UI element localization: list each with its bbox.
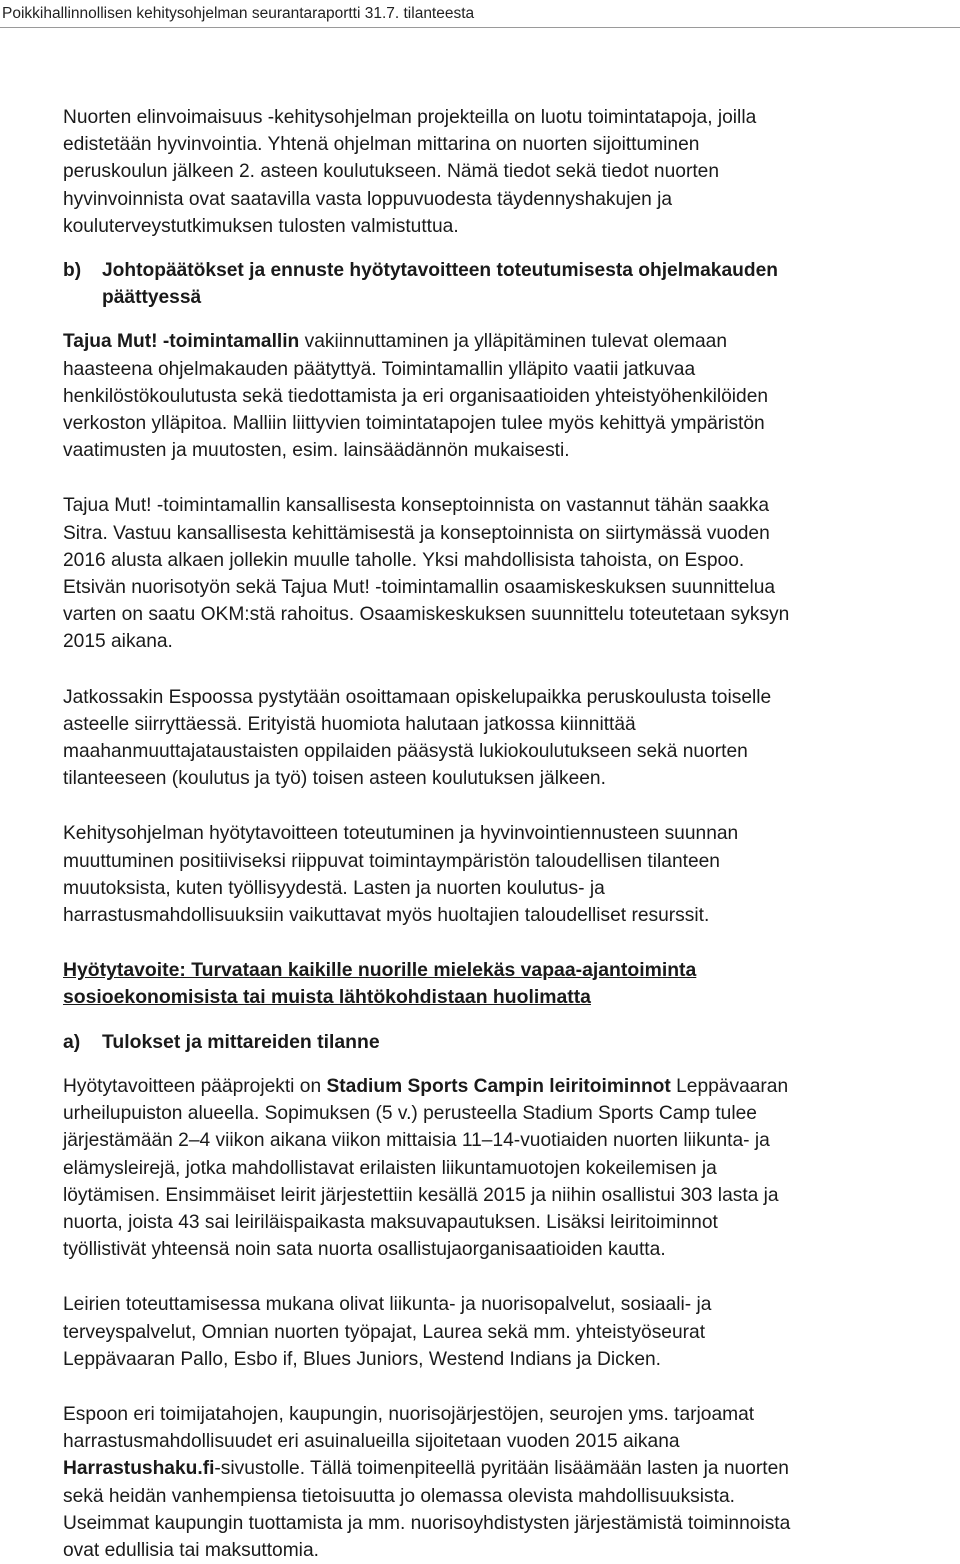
text-line: Jatkossakin Espoossa pystytään osoittamaan opiskelupaikka peruskoulusta toiselle — [63, 686, 772, 708]
paragraph-stadium-camp — [63, 1073, 953, 1263]
text-line: urheilupuiston alueella. Sopimuksen (5 v.) perusteella Stadium Sports Camp tulee — [63, 1103, 757, 1125]
heading-line: Hyötytavoite: Turvataan kaikille nuorille mielekäs vapaa-ajantoiminta — [63, 959, 697, 982]
section-heading-a — [63, 1029, 953, 1056]
text-line: asteelle siirryttäessä. Erityistä huomiota halutaan jatkossa kiinnittää — [63, 713, 636, 735]
text-line: peruskoulun jälkeen 2. asteen koulutukseen. Nämä tiedot sekä tiedot nuorten — [63, 161, 720, 183]
text-fragment: Hyötytavoitteen pääprojekti on — [63, 1075, 327, 1097]
bold-term: Tajua Mut! -toimintamallin — [63, 331, 300, 353]
paragraph-sitra — [63, 492, 953, 655]
text-line: Tajua Mut! -toimintamallin kansallisesta konseptoinnista on vastannut tähän saakka — [63, 495, 770, 517]
header-title: Poikkihallinnollisen kehitysohjelman seurantaraportti 31.7. tilanteesta — [2, 5, 475, 22]
document-body — [63, 104, 953, 1564]
text-line: harrastusmahdollisuuksiin vaikuttavat myös huoltajien taloudelliset resurssit. — [63, 905, 710, 927]
benefit-goal-heading — [63, 957, 953, 1011]
text-line: haasteena ohjelmakauden päätyttyä. Toimintamallin ylläpito vaatii jatkuvaa — [63, 358, 696, 380]
text-line: järjestämään 2–4 viikon aikana viikon mittaisia 11–14-vuotiaiden nuorten liikunta- ja — [63, 1130, 770, 1152]
heading-text-cont: päättyessä — [102, 287, 202, 309]
text-line: muuttuminen positiiviseksi riippuvat toimintaympäristön taloudellisen tilanteen — [63, 850, 720, 872]
text-line: löytämisen. Ensimmäiset leirit järjestettiin kesällä 2015 ja niihin osallistui 303 lasta ja — [63, 1184, 779, 1206]
text-line: henkilöstökoulutusta sekä tiedottamista ja eri organisaatioiden yhteistyöhenkilöiden — [63, 385, 769, 407]
text-line: muutoksista, kuten työllisyydestä. Lasten ja nuorten koulutus- ja — [63, 877, 605, 899]
text-line: edistetään hyvinvointia. Yhtenä ohjelman mittarina on nuorten sijoittuminen — [63, 134, 700, 156]
text-line: 2015 aikana. — [63, 631, 173, 653]
text-line: Useimmat kaupungin tuottamista ja mm. nuorisoyhdistysten järjestämistä toiminnoista — [63, 1512, 791, 1534]
paragraph-partners — [63, 1291, 953, 1373]
text-line: hyvinvoinnista ovat saatavilla vasta loppuvuodesta täydennyshakujen ja — [63, 188, 673, 210]
text-line: harrastusmahdollisuudet eri asuinalueilla sijoitetaan vuoden 2015 aikana — [63, 1431, 680, 1453]
heading-text: Johtopäätökset ja ennuste hyötytavoitteen toteutumisesta ohjelmakauden — [102, 260, 778, 282]
text-line: tilanteeseen (koulutus ja työ) toisen asteen koulutuksen jälkeen. — [63, 768, 606, 790]
text-line: Kehitysohjelman hyötytavoitteen toteutuminen ja hyvinvointiennusteen suunnan — [63, 823, 739, 845]
text-fragment: -sivustolle. Tällä toimenpiteellä pyritään lisäämään lasten ja nuorten — [214, 1458, 789, 1480]
text-line: ovat edullisia tai maksuttomia. — [63, 1539, 319, 1561]
text-line: Nuorten elinvoimaisuus -kehitysohjelman projekteilla on luotu toimintatapoja, joilla — [63, 107, 757, 128]
text-line: verkoston ylläpitoa. Malliin liittyvien toimintatapojen tulee myös kehittyä ympäristön — [63, 413, 765, 435]
text-line: varten on saatu OKM:stä rahoitus. Osaamiskeskuksen suunnittelu toteutetaan syksyn — [63, 604, 790, 626]
text-fragment: vakiinnuttaminen ja ylläpitäminen tulevat olemaan — [299, 331, 727, 353]
text-line: maahanmuuttajataustaisten oppilaiden pääsystä lukiokoulutukseen sekä nuorten — [63, 741, 748, 763]
text-line: Leppävaaran Pallo, Esbo if, Blues Juniors, Westend Indians ja Dicken. — [63, 1348, 661, 1370]
text-line: Sitra. Vastuu kansallisesta kehittämisestä ja konseptoinnista on siirtymässä vuoden — [63, 522, 770, 544]
bold-term: Harrastushaku.fi — [63, 1458, 215, 1480]
text-line: elämysleirejä, jotka mahdollistavat erilaisten liikuntamuotojen kokeilemisen ja — [63, 1157, 717, 1179]
paragraph-kehitysohjelma — [63, 820, 953, 929]
text-line: sekä heidän vanhempiensa tietoisuutta jo olemassa olevista mahdollisuuksista. — [63, 1485, 735, 1507]
heading-line: sosioekonomisista tai muista lähtökohdistaan huolimatta — [63, 986, 591, 1009]
text-line: 2016 alusta alkaen jollekin muulle taholle. Yksi mahdollisista tahoista, on Espoo. — [63, 549, 745, 571]
text-fragment: Leppävaaran — [670, 1075, 789, 1097]
page-header — [0, 0, 960, 28]
paragraph-intro — [63, 104, 953, 240]
section-heading-b — [63, 257, 953, 311]
paragraph-espoo — [63, 684, 953, 793]
bold-term: Stadium Sports Campin leiritoiminnot — [326, 1075, 671, 1097]
text-line: Etsivän nuorisotyön sekä Tajua Mut! -toimintamallin osaamiskeskuksen suunnittelua — [63, 577, 776, 599]
text-line: työllistivät yhteensä noin sata nuorta osallistujaorganisaatioiden kautta. — [63, 1239, 666, 1261]
heading-text: Tulokset ja mittareiden tilanne — [102, 1030, 380, 1053]
text-line: terveyspalvelut, Omnian nuorten työpajat, Laurea sekä mm. yhteistyöseurat — [63, 1321, 706, 1343]
text-line: Leirien toteuttamisessa mukana olivat liikunta- ja nuorisopalvelut, sosiaali- ja — [63, 1294, 712, 1316]
heading-label: b) — [63, 260, 82, 282]
heading-label: a) — [63, 1030, 81, 1053]
text-line: nuorta, joista 43 sai leiriläispaikasta maksuvapautuksen. Lisäksi leiritoiminnot — [63, 1211, 718, 1233]
paragraph-harrastushaku — [63, 1401, 953, 1564]
text-line: vaatimusten ja muutosten, esim. lainsäädännön mukaisesti. — [63, 440, 570, 462]
header-divider — [0, 27, 960, 28]
text-line: kouluterveystutkimuksen tulosten valmistuttua. — [63, 215, 459, 237]
paragraph-tajua-mut — [63, 328, 953, 464]
text-line: Espoon eri toimijatahojen, kaupungin, nuorisojärjestöjen, seurojen yms. tarjoamat — [63, 1403, 755, 1425]
